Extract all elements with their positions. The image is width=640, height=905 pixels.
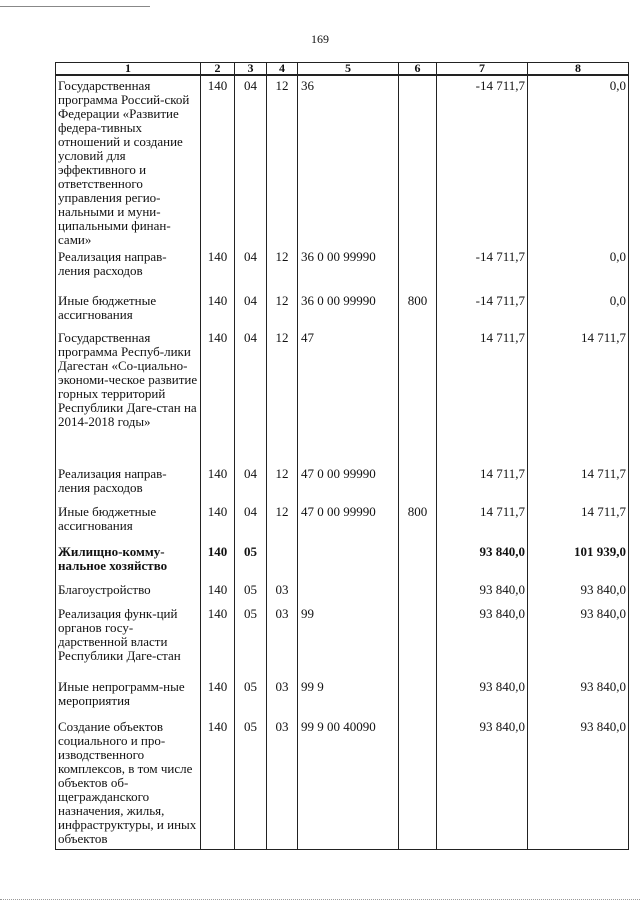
cell-item: 12 — [267, 464, 298, 502]
cell-amount-2: 93 840,0 — [528, 580, 629, 604]
column-header: 6 — [399, 63, 437, 76]
table-row — [56, 604, 629, 677]
cell-amount-2: 14 711,7 — [528, 328, 629, 464]
cell-subsection: 05 — [235, 677, 267, 717]
table-header-row — [56, 63, 629, 76]
cell-expense-type — [399, 604, 437, 677]
cell-amount-2: 14 711,7 — [528, 464, 629, 502]
cell-section: 140 — [201, 542, 235, 580]
cell-item: 12 — [267, 75, 298, 247]
cell-target-code: 99 — [298, 604, 399, 677]
cell-amount-2: 0,0 — [528, 75, 629, 247]
cell-amount-1: -14 711,7 — [437, 247, 528, 291]
cell-expense-type — [399, 247, 437, 291]
row-name: Жилищно-комму-нальное хозяйство — [56, 542, 201, 580]
cell-subsection: 05 — [235, 717, 267, 849]
table-row — [56, 247, 629, 291]
cell-target-code: 36 0 00 99990 — [298, 247, 399, 291]
row-name: Иные бюджетные ассигнования — [56, 502, 201, 542]
table-row — [56, 75, 629, 247]
cell-expense-type — [399, 580, 437, 604]
cell-subsection: 04 — [235, 291, 267, 328]
table-row — [56, 502, 629, 542]
cell-item — [267, 542, 298, 580]
cell-amount-2: 101 939,0 — [528, 542, 629, 580]
cell-section: 140 — [201, 247, 235, 291]
cell-amount-1: -14 711,7 — [437, 75, 528, 247]
cell-expense-type — [399, 677, 437, 717]
cell-target-code: 47 0 00 99990 — [298, 502, 399, 542]
cell-subsection: 04 — [235, 247, 267, 291]
cell-item: 12 — [267, 291, 298, 328]
row-name: Благоустройство — [56, 580, 201, 604]
cell-item: 03 — [267, 677, 298, 717]
cell-amount-1: 93 840,0 — [437, 717, 528, 849]
cell-expense-type: 800 — [399, 291, 437, 328]
cell-amount-1: 93 840,0 — [437, 580, 528, 604]
cell-item: 03 — [267, 604, 298, 677]
cell-target-code — [298, 580, 399, 604]
table-row — [56, 464, 629, 502]
cell-section: 140 — [201, 75, 235, 247]
column-header: 7 — [437, 63, 528, 76]
cell-target-code: 99 9 00 40090 — [298, 717, 399, 849]
column-header: 5 — [298, 63, 399, 76]
cell-subsection: 04 — [235, 75, 267, 247]
cell-section: 140 — [201, 580, 235, 604]
cell-amount-1: 14 711,7 — [437, 502, 528, 542]
cell-target-code: 99 9 — [298, 677, 399, 717]
cell-expense-type — [399, 717, 437, 849]
table-row — [56, 677, 629, 717]
cell-target-code: 36 0 00 99990 — [298, 291, 399, 328]
cell-amount-2: 0,0 — [528, 247, 629, 291]
row-name: Государственная программа Россий-ской Федерации «Развитие федера-тивных отношений и создание условий для эффективного и ответственного управления регио-нальными и муни-ципальными финан-сами» — [56, 75, 201, 247]
bottom-rule — [0, 899, 640, 900]
cell-item: 12 — [267, 502, 298, 542]
page-number: 169 — [311, 32, 329, 46]
cell-amount-1: 14 711,7 — [437, 328, 528, 464]
cell-section: 140 — [201, 677, 235, 717]
column-header: 3 — [235, 63, 267, 76]
top-rule — [0, 6, 150, 7]
row-name: Иные непрограмм-ные мероприятия — [56, 677, 201, 717]
cell-subsection: 05 — [235, 580, 267, 604]
budget-table — [55, 62, 629, 850]
column-header: 4 — [267, 63, 298, 76]
cell-amount-2: 0,0 — [528, 291, 629, 328]
cell-subsection: 05 — [235, 604, 267, 677]
cell-section: 140 — [201, 291, 235, 328]
cell-item: 12 — [267, 247, 298, 291]
cell-amount-2: 14 711,7 — [528, 502, 629, 542]
cell-section: 140 — [201, 604, 235, 677]
row-name: Реализация направ-ления расходов — [56, 464, 201, 502]
row-name: Реализация направ-ления расходов — [56, 247, 201, 291]
table-row — [56, 291, 629, 328]
row-name: Реализация функ-ций органов госу-дарственной власти Республики Даге-стан — [56, 604, 201, 677]
column-header: 8 — [528, 63, 629, 76]
cell-target-code — [298, 542, 399, 580]
row-name: Иные бюджетные ассигнования — [56, 291, 201, 328]
table-row — [56, 717, 629, 849]
cell-subsection: 04 — [235, 464, 267, 502]
cell-section: 140 — [201, 464, 235, 502]
cell-amount-1: 93 840,0 — [437, 542, 528, 580]
cell-subsection: 04 — [235, 502, 267, 542]
cell-amount-1: 14 711,7 — [437, 464, 528, 502]
cell-amount-2: 93 840,0 — [528, 717, 629, 849]
table-row — [56, 580, 629, 604]
cell-item: 03 — [267, 580, 298, 604]
cell-target-code: 47 0 00 99990 — [298, 464, 399, 502]
cell-expense-type — [399, 328, 437, 464]
cell-subsection: 05 — [235, 542, 267, 580]
table-row-subtotal — [56, 542, 629, 580]
row-name: Создание объектов социального и про-изводственного комплексов, в том числе объектов об-щегражданского назначения, жилья, инфраструктуры, и иных объектов — [56, 717, 201, 849]
cell-target-code: 36 — [298, 75, 399, 247]
row-name: Государственная программа Респуб-лики Дагестан «Со-циально-экономи-ческое развитие горных территорий Республики Даге-стан на 2014-2018 годы» — [56, 328, 201, 464]
table-row — [56, 328, 629, 464]
cell-amount-2: 93 840,0 — [528, 677, 629, 717]
column-header: 2 — [201, 63, 235, 76]
cell-target-code: 47 — [298, 328, 399, 464]
cell-expense-type — [399, 464, 437, 502]
cell-item: 03 — [267, 717, 298, 849]
cell-section: 140 — [201, 717, 235, 849]
cell-expense-type — [399, 75, 437, 247]
cell-subsection: 04 — [235, 328, 267, 464]
cell-amount-1: 93 840,0 — [437, 604, 528, 677]
cell-section: 140 — [201, 502, 235, 542]
column-header: 1 — [56, 63, 201, 76]
cell-expense-type — [399, 542, 437, 580]
cell-expense-type: 800 — [399, 502, 437, 542]
cell-amount-2: 93 840,0 — [528, 604, 629, 677]
cell-amount-1: 93 840,0 — [437, 677, 528, 717]
cell-amount-1: -14 711,7 — [437, 291, 528, 328]
cell-section: 140 — [201, 328, 235, 464]
cell-item: 12 — [267, 328, 298, 464]
